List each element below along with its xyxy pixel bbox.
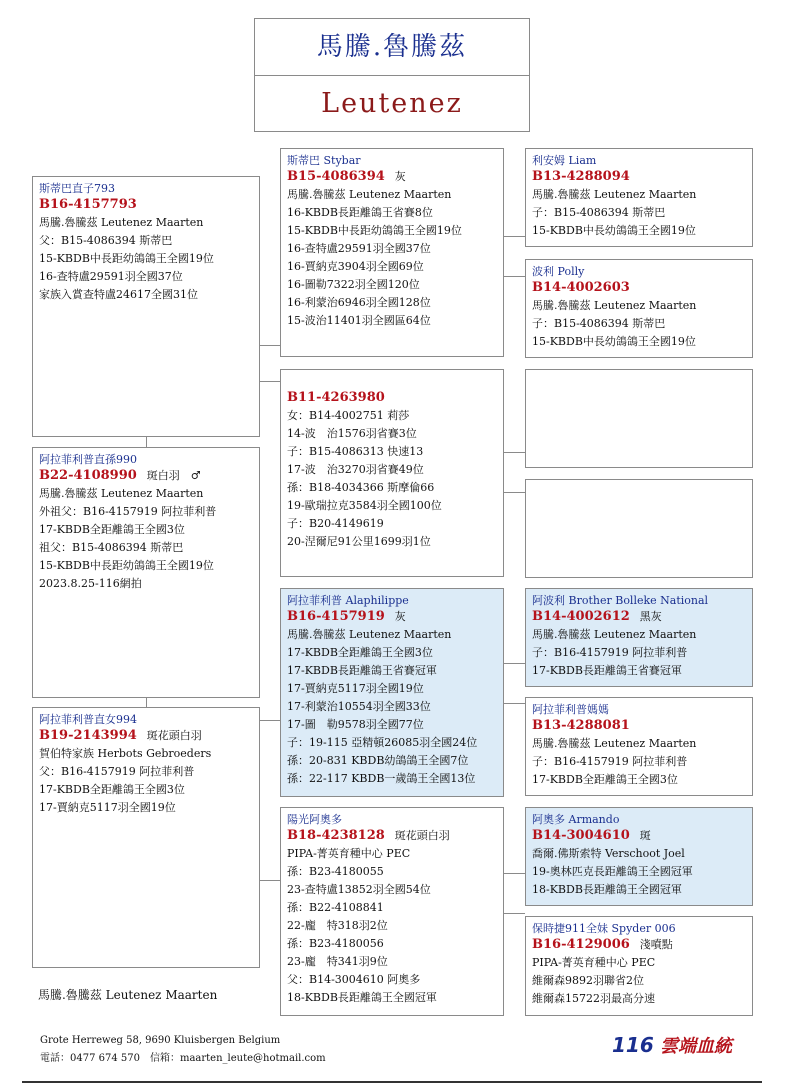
pedigree-line: 孫：B22-4108841 — [287, 901, 384, 914]
pedigree-line: 喬爾.佛斯索特 Verschoot Joel — [532, 847, 685, 860]
sdd-card-empty — [525, 479, 753, 578]
pedigree-line: 馬騰.魯騰茲 Leutenez Maarten — [39, 487, 204, 500]
pedigree-line: 16-賈納克3904羽全國69位 — [287, 260, 424, 273]
dam-sire-ring: B16-4157919 灰 — [287, 609, 406, 624]
sire-sire-color: 灰 — [394, 170, 406, 183]
dam-card — [32, 707, 260, 968]
connector — [504, 236, 525, 237]
pedigree-line: 17-圖 勒9578羽全國77位 — [287, 718, 424, 731]
pedigree-line: 16-KBDB長距離鴿王省賽8位 — [287, 206, 433, 219]
pedigree-line: 22-龐 特318羽2位 — [287, 919, 388, 932]
pedigree-line: 外祖父：B16-4157919 阿拉菲利普 — [39, 505, 217, 518]
pedigree-line: 15-KBDB中長幼鴿鴿王全國19位 — [532, 335, 696, 348]
dsd-name: 阿拉菲利普媽媽 — [532, 703, 609, 716]
title-english: Leutenez — [321, 88, 463, 119]
connector — [504, 913, 525, 914]
pedigree-line: 馬騰.魯騰茲 Leutenez Maarten — [532, 628, 697, 641]
connector — [504, 663, 525, 664]
pedigree-line: 20-涅爾尼91公里1699羽1位 — [287, 535, 431, 548]
pedigree-line: 17-利蒙治10554羽全國33位 — [287, 700, 431, 713]
ddd-card — [525, 916, 753, 1016]
pedigree-line: 孫：B23-4180056 — [287, 937, 384, 950]
connector — [146, 437, 147, 447]
pedigree-line: 子：B15-4086394 斯蒂巴 — [532, 206, 666, 219]
pedigree-line: 17-KBDB全距離鴿王全國3位 — [39, 523, 185, 536]
pedigree-line: 馬騰.魯騰茲 Leutenez Maarten — [287, 188, 452, 201]
logo-text: 雲端血統 — [660, 1036, 733, 1057]
pedigree-line: 父：B14-3004610 阿奧多 — [287, 973, 421, 986]
title-box — [254, 18, 530, 132]
sire-name: 斯蒂巴直子793 — [39, 182, 115, 195]
pedigree-line: 19-歐瑞拉克3584羽全國100位 — [287, 499, 442, 512]
connector — [504, 452, 525, 453]
pedigree-line: 17-KBDB長距離鴿王省賽冠軍 — [287, 664, 437, 677]
pedigree-line: 18-KBDB長距離鴿王全國冠軍 — [532, 883, 682, 896]
pedigree-line: 父：B15-4086394 斯蒂巴 — [39, 234, 173, 247]
pedigree-line: 19-奧林匹克長距離鴿王全國冠軍 — [532, 865, 693, 878]
dam-ring: B19-2143994 斑花頭白羽 — [39, 728, 202, 743]
ssd-name: 波利 Polly — [532, 265, 585, 278]
pedigree-line: 子：B15-4086394 斯蒂巴 — [532, 317, 666, 330]
sire-ring: B16-4157793 — [39, 197, 137, 212]
sss-name: 利安姆 Liam — [532, 154, 597, 167]
pedigree-line: 17-賈納克5117羽全國19位 — [287, 682, 424, 695]
pedigree-line: 15-KBDB中長幼鴿鴿王全國19位 — [532, 224, 696, 237]
pedigree-line: 子：B16-4157919 阿拉菲利普 — [532, 755, 688, 768]
pedigree-line: 14-波 治1576羽省賽3位 — [287, 427, 417, 440]
dsd-card — [525, 697, 753, 796]
ssd-card — [525, 259, 753, 358]
ddd-color: 淺噴點 — [639, 938, 673, 951]
pedigree-line: 孫：20-831 KBDB幼鴿鴿王全國7位 — [287, 754, 469, 767]
sire-sire-card — [280, 148, 504, 357]
pedigree-line: 子：B16-4157919 阿拉菲利普 — [532, 646, 688, 659]
ssd-ring: B14-4002603 — [532, 280, 630, 295]
address: Grote Herreweg 58, 9690 Kluisbergen Belgium — [40, 1035, 281, 1046]
pedigree-line: 15-KBDB中長距幼鴿鴿王全國19位 — [39, 559, 214, 572]
sire-sire-name: 斯蒂巴 Stybar — [287, 154, 361, 167]
pedigree-line: 子：B20-4149619 — [287, 517, 384, 530]
connector — [260, 345, 280, 346]
dss-card — [525, 588, 753, 687]
pedigree-line: 16-查特盧29591羽全國37位 — [287, 242, 431, 255]
dam-name: 阿拉菲利普直女994 — [39, 713, 137, 726]
connector — [504, 873, 525, 874]
pedigree-line: 維爾森9892羽聯省2位 — [532, 974, 644, 987]
connector — [260, 720, 280, 721]
pedigree-line: 16-利蒙治6946羽全國128位 — [287, 296, 431, 309]
connector — [504, 492, 525, 493]
pedigree-line: PIPA-菁英育種中心 PEC — [532, 956, 656, 969]
connector — [504, 276, 525, 277]
pedigree-line: 女：B14-4002751 莉莎 — [287, 409, 410, 422]
pedigree-line: PIPA-菁英育種中心 PEC — [287, 847, 411, 860]
pedigree-line: 17-KBDB全距離鴿王全國3位 — [287, 646, 433, 659]
pedigree-line: 2023.8.25-116網拍 — [39, 577, 142, 590]
connector — [260, 381, 280, 382]
pedigree-line: 馬騰.魯騰茲 Leutenez Maarten — [287, 628, 452, 641]
pedigree-line: 23-龐 特341羽9位 — [287, 955, 388, 968]
dam-dam-name: 陽光阿奧多 — [287, 813, 342, 826]
pedigree-line: 馬騰.魯騰茲 Leutenez Maarten — [39, 216, 204, 229]
dds-name: 阿奧多 Armando — [532, 813, 620, 826]
pedigree-line: 17-KBDB全距離鴿王全國3位 — [39, 783, 185, 796]
pedigree-line: 祖父：B15-4086394 斯蒂巴 — [39, 541, 184, 554]
dds-ring: B14-3004610 斑 — [532, 828, 651, 843]
dam-dam-ring: B18-4238128 斑花頭白羽 — [287, 828, 450, 843]
subject-color: 斑白羽 ♂ — [146, 469, 201, 482]
pedigree-line: 15-KBDB中長距幼鴿鴿王全國19位 — [287, 224, 462, 237]
pedigree-line: 父：B16-4157919 阿拉菲利普 — [39, 765, 195, 778]
divider — [22, 1081, 762, 1083]
contact-info: 電話：0477 674 570 信箱：maarten_leute@hotmail.com — [40, 1053, 326, 1064]
pedigree-line: 家族入賞查特盧24617全國31位 — [39, 288, 198, 301]
dss-name: 阿波利 Brother Bolleke National — [532, 594, 709, 607]
pedigree-line: 子：B15-4086313 快速13 — [287, 445, 424, 458]
sss-card — [525, 148, 753, 247]
connector — [146, 698, 147, 707]
brand-logo — [612, 1032, 732, 1058]
dss-color: 黑灰 — [639, 610, 662, 623]
connector — [504, 703, 525, 704]
contact-block — [40, 1032, 326, 1068]
dds-card — [525, 807, 753, 906]
pedigree-line: 15-波治11401羽全國區64位 — [287, 314, 431, 327]
dam-color: 斑花頭白羽 — [146, 729, 202, 742]
logo-number: 116 — [612, 1033, 654, 1057]
breeder-name: 馬騰.魯騰茲 Leutenez Maarten — [38, 988, 218, 1002]
dss-ring: B14-4002612 黑灰 — [532, 609, 662, 624]
pedigree-line: 17-波 治3270羽省賽49位 — [287, 463, 424, 476]
pedigree-line: 馬騰.魯騰茲 Leutenez Maarten — [532, 299, 697, 312]
dds-color: 斑 — [639, 829, 651, 842]
dam-dam-card — [280, 807, 504, 1016]
subject-name: 阿拉菲利普直孫990 — [39, 453, 137, 466]
sire-card — [32, 176, 260, 437]
pedigree-line: 孫：B18-4034366 斯摩倫66 — [287, 481, 435, 494]
pedigree-line: 16-圖勒7322羽全國120位 — [287, 278, 420, 291]
sire-sire-ring: B15-4086394 灰 — [287, 169, 406, 184]
sire-dam-card — [280, 369, 504, 577]
ddd-name: 保時捷911全妹 Spyder 006 — [532, 922, 676, 935]
pedigree-line: 23-查特盧13852羽全國54位 — [287, 883, 431, 896]
pedigree-line: 孫：22-117 KBDB一歲鴿王全國13位 — [287, 772, 476, 785]
pedigree-line: 17-KBDB全距離鴿王全國3位 — [532, 773, 678, 786]
sire-dam-ring: B11-4263980 — [287, 390, 385, 405]
pedigree-line: 18-KBDB長距離鴿王全國冠軍 — [287, 991, 437, 1004]
dam-sire-color: 灰 — [394, 610, 406, 623]
pedigree-line: 孫：B23-4180055 — [287, 865, 384, 878]
pedigree-line: 馬騰.魯騰茲 Leutenez Maarten — [532, 737, 697, 750]
title-chinese: 馬騰.魯騰茲 — [255, 19, 529, 76]
pedigree-line: 維爾森15722羽最高分速 — [532, 992, 655, 1005]
sss-ring: B13-4288094 — [532, 169, 630, 184]
dsd-ring: B13-4288081 — [532, 718, 630, 733]
pedigree-line: 16-查特盧29591羽全國37位 — [39, 270, 183, 283]
pedigree-line: 馬騰.魯騰茲 Leutenez Maarten — [532, 188, 697, 201]
pedigree-line: 17-KBDB長距離鴿王省賽冠軍 — [532, 664, 682, 677]
dam-sire-name: 阿拉菲利普 Alaphilippe — [287, 594, 409, 607]
connector — [260, 880, 280, 881]
dam-dam-color: 斑花頭白羽 — [394, 829, 450, 842]
pedigree-line: 子：19-115 亞精頓26085羽全國24位 — [287, 736, 478, 749]
pedigree-line: 17-賈納克5117羽全國19位 — [39, 801, 176, 814]
subject-card — [32, 447, 260, 698]
dam-sire-card — [280, 588, 504, 797]
subject-ring: B22-4108990 斑白羽 ♂ — [39, 468, 201, 483]
ddd-ring: B16-4129006 淺噴點 — [532, 937, 673, 952]
pedigree-line: 賀伯特家族 Herbots Gebroeders — [39, 747, 212, 760]
sds-card-empty — [525, 369, 753, 468]
pedigree-line: 15-KBDB中長距幼鴿鴿王全國19位 — [39, 252, 214, 265]
sire-dam-name — [287, 374, 497, 389]
